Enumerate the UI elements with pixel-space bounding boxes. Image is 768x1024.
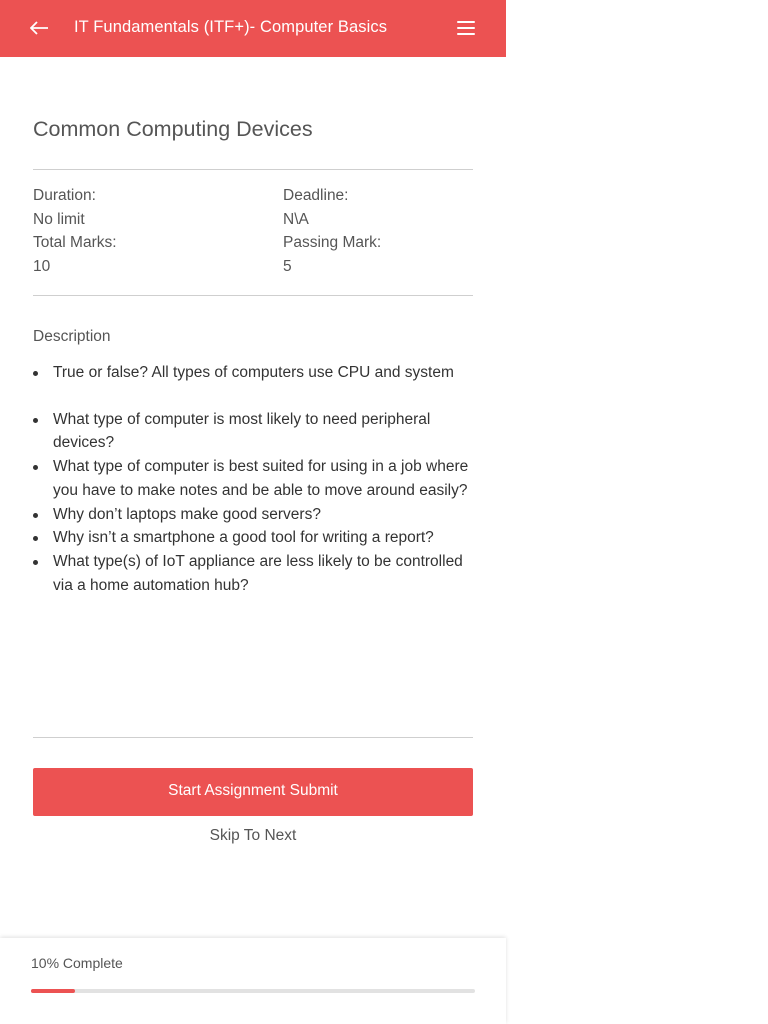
bullet-icon [33,513,38,518]
list-item [33,361,473,385]
top-app-bar [0,0,506,57]
progress-bar [31,989,475,993]
question-text: Why don’t laptops make good servers? [53,505,321,523]
progress-panel [0,938,506,1024]
bullet-icon [33,560,38,565]
total-marks-label: Total Marks: [33,234,117,251]
list-item [33,550,473,597]
skip-to-next-link[interactable]: Skip To Next [209,827,297,844]
duration-value: No limit [33,211,85,228]
divider [33,295,473,296]
question-text: What type of computer is best suited for using in a job where you have to make notes and be able to move around easily? [53,458,469,499]
progress-bar-fill [31,989,75,993]
list-item [33,408,473,455]
description-list [33,361,473,597]
bullet-icon [33,536,38,541]
passing-mark-value: 5 [283,258,292,275]
bullet-icon [33,418,38,423]
passing-mark-label: Passing Mark: [283,234,382,251]
description-label: Description [33,328,111,345]
list-item [33,526,473,550]
back-button[interactable] [26,14,54,42]
course-title: IT Fundamentals (ITF+)- Computer Basics [74,18,388,36]
total-marks-value: 10 [33,258,51,275]
assignment-title: Common Computing Devices [33,117,313,141]
hamburger-menu-icon [457,21,475,23]
deadline-label: Deadline: [283,187,349,204]
question-text: Why isn’t a smartphone a good tool for writing a report? [53,529,434,547]
duration-label: Duration: [33,187,96,204]
bullet-icon [33,465,38,470]
start-assignment-button[interactable]: Start Assignment Submit [33,768,473,816]
deadline-value: N\A [283,211,309,228]
question-text: What type of computer is most likely to need peripheral devices? [53,410,431,452]
divider [33,737,473,738]
question-text: What type(s) of IoT appliance are less likely to be controlled via a home automation hub? [53,552,463,594]
progress-label: 10% Complete [31,955,123,971]
list-item [33,503,473,527]
menu-button[interactable] [457,20,476,36]
list-item [33,455,473,502]
question-text: True or false? All types of computers use CPU and system [53,364,454,381]
bullet-icon [33,371,38,376]
divider [33,169,473,170]
